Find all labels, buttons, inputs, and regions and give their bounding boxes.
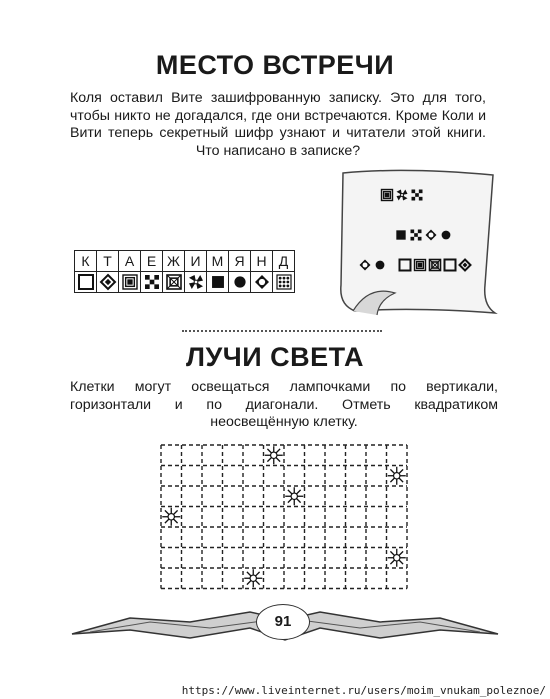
lamp-icon [388, 549, 406, 567]
cipher-letter-cell: Ж [163, 251, 185, 272]
black-circle-icon [442, 231, 451, 240]
cipher-letter-cell: Е [141, 251, 163, 272]
lamp-icon [265, 446, 283, 464]
light-rays-grid[interactable] [160, 444, 410, 594]
cipher-letter-cell: М [207, 251, 229, 272]
concentric-square-icon [121, 273, 139, 291]
black-circle-icon [376, 261, 385, 270]
cipher-letter-cell: А [119, 251, 141, 272]
page-number: 91 [256, 604, 310, 640]
cipher-symbol-cell [75, 272, 97, 293]
light-rays-description: Клетки могут освещаться лампочками по вертикали, горизонтали и по диагонали. Отметь квадратиком неосвещённую клетку. [70, 379, 498, 431]
section-title-light-rays: ЛУЧИ СВЕТА [186, 342, 364, 372]
lamp-icon [388, 467, 406, 485]
cipher-symbol-cell [185, 272, 207, 293]
diamond-ring-icon [253, 273, 271, 291]
checker-diamond-icon [143, 273, 161, 291]
cipher-symbol-cell [207, 272, 229, 293]
cipher-symbol-cell [273, 272, 295, 293]
cipher-letter-cell: Я [229, 251, 251, 272]
section-divider [182, 330, 382, 332]
cipher-symbol-cell [141, 272, 163, 293]
cipher-symbol-cell [97, 272, 119, 293]
lamp-icon [244, 569, 262, 587]
note-sheet [341, 170, 495, 313]
black-circle-icon [231, 273, 249, 291]
lamp-icon [162, 508, 180, 526]
section-title-meeting: МЕСТО ВСТРЕЧИ [155, 50, 395, 80]
cipher-letter-row [75, 251, 295, 272]
dotted-square-icon [275, 273, 293, 291]
cipher-key-table [74, 250, 295, 293]
cipher-symbol-cell [229, 272, 251, 293]
cipher-letter-cell: Т [97, 251, 119, 272]
cipher-letter-cell: Д [273, 251, 295, 272]
diamond-in-square-icon [99, 273, 117, 291]
lamp-icon [285, 487, 303, 505]
pinwheel-icon [187, 273, 205, 291]
cipher-letter-cell: И [185, 251, 207, 272]
concentric-square-icon [382, 190, 393, 201]
cipher-letter-cell: Н [251, 251, 273, 272]
black-square-icon [209, 273, 227, 291]
secret-note-paper [335, 165, 500, 317]
black-square-icon [396, 230, 405, 239]
cipher-symbol-row [75, 272, 295, 293]
cipher-symbol-cell [163, 272, 185, 293]
square-open-icon [77, 273, 95, 291]
cipher-symbol-cell [119, 272, 141, 293]
cipher-letter-cell: К [75, 251, 97, 272]
meeting-description: Коля оставил Вите зашифрованную записку. Это для того, чтобы никто не догадался, где они встречаются. Кроме Коли и Вити теперь секретный шифр узнают и читатели этой книги. Что написано в записке? [70, 90, 486, 159]
footer-url[interactable]: https://www.liveinternet.ru/users/moim_vnukam_poleznoe/ [181, 684, 546, 697]
double-square-icon [165, 273, 183, 291]
cipher-symbol-cell [251, 272, 273, 293]
concentric-square-icon [415, 260, 426, 271]
